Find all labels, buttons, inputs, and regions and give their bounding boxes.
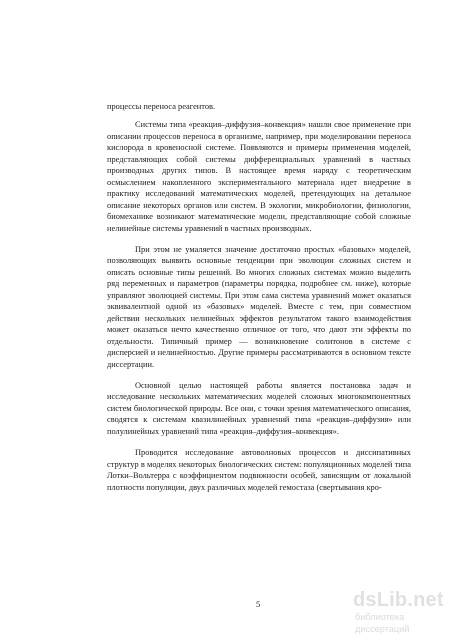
paragraph-main-goal: Основной целью настоящей работы является постановка задач и исследование нескольких математических моделей сложных многокомпонентных систем биологической природы. Все они, с точки зрения математического описания, сводятся к системам квазилинейных уравнений типа «реакция–диффузия» или полулинейных уравнений типа «реакция–диффузия–конвекция». (107, 380, 411, 436)
watermark-tagline: библиотека диссертаций (355, 612, 410, 634)
paragraph-reaction-diffusion: Системы типа «реакция–диффузия–конвекция» нашли свое применение при описании процессов переноса в организме, например, при моделировании переноса кислорода в кровеносной системе. Появляются и примеры применения моделей, представляющих собой системы дифференциальных уравнений в частных производных других типов. В настоящее время наряду с теоретическим осмыслением накопленного экспериментального материала идет внедрение в практику исследований математических моделей, претендующих на детальное описание некоторых органов или систем. В экологии, микробиологии, физиологии, биомеханике возникают математические модели, представляющие собой сложные нелинейные системы уравнений в частных производных. (107, 120, 411, 233)
watermark-logo: dsLib.net (353, 589, 444, 611)
site-watermark (353, 589, 448, 633)
paragraph-autowave-research: Проводится исследование автоволновых процессов и диссипативных структур в моделях некоторых биологических систем: популяционных моделей типа Лотки–Вольтерра с коэффициентом подвижности особей, зависящим от локальной плотности популяции, двух различных моделей гемостаза (свертывания кро- (107, 448, 411, 492)
paragraph-base-models: При этом не умаляется значение достаточно простых «базовых» моделей, позволяющих выявить основные тенденции при эволюции сложных систем и описать основные типы решений. Во многих сложных системах можно выделить ряд переменных и параметров (параметры порядка, подробнее см. ниже), которые управляют эволюцией системы. При этом сама система уравнений может оказаться эквивалентной одной из «базовых» моделей. Вместе с тем, при совместном действии нескольких нелинейных эффектов результатом такого взаимодействия может оказаться нечто качественно отличное от того, что дают эти эффекты по отдельности. Типичный пример — возникновение солитонов в системе с дисперсией и нелинейностью. Другие примеры рассматриваются в основном тексте диссертации. (107, 244, 411, 369)
paragraph-continuation: процессы переноса реагентов. (107, 102, 216, 111)
document-body (107, 101, 411, 503)
page-number: 5 (256, 599, 261, 609)
